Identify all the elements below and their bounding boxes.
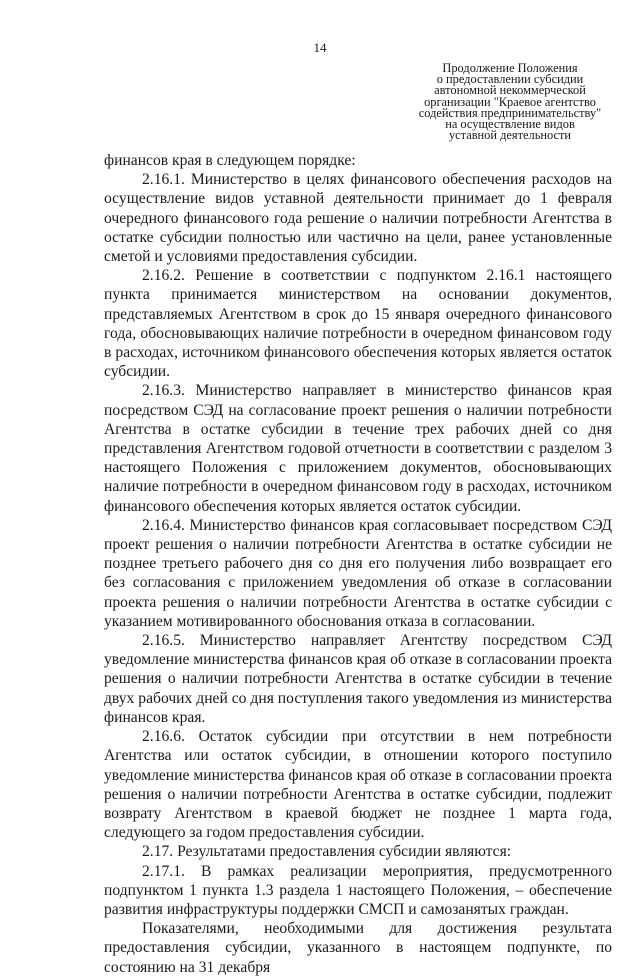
header-line: организации "Краевое агентство bbox=[424, 94, 596, 109]
header-line: автономной некоммерческой bbox=[434, 83, 586, 98]
header-line: уставной деятельности bbox=[448, 128, 572, 143]
header-line: о предоставлении субсидии bbox=[436, 72, 584, 87]
paragraph: Показателями, необходимыми для достижения результата предоставления субсидии, указанного в настоящем подпункте, по состоянию на 31 декабря bbox=[104, 920, 612, 976]
paragraph-2-17-1: 2.17.1. В рамках реализации мероприятия, предусмотренного подпунктом 1 пункта 1.3 раздела 1 настоящего Положения, – обеспечение развития инфраструктуры поддержки СМСП и самозанятых граждан. bbox=[104, 862, 612, 918]
document-header bbox=[400, 63, 620, 141]
paragraph: финансов края в следующем порядке: bbox=[104, 152, 356, 169]
header-line: содействия предпринимательству" bbox=[418, 105, 602, 120]
paragraph-2-16-2: 2.16.2. Решение в соответствии с подпунктом 2.16.1 настоящего пункта принимается министерством на основании документов, представляемых Агентством в срок до 15 января очередного финансового года, обосновывающих наличие потребности в очередном финансовом году в расходах, источником финансового обеспечения которых является остаток субсидии. bbox=[104, 267, 612, 381]
header-line: на осуществление видов bbox=[445, 117, 575, 132]
header-line: Продолжение Положения bbox=[442, 61, 578, 75]
document-body bbox=[104, 151, 612, 977]
page-number: 14 bbox=[313, 40, 327, 55]
paragraph-2-16-3: 2.16.3. Министерство направляет в министерство финансов края посредством СЭД на согласование проект решения о наличии потребности Агентства в остатке субсидии в течение трех рабочих дней со дня представления Агентством годовой отчетности в соответствии с разделом 3 настоящего Положения с приложением документов, обосновывающих наличие потребности в очередном финансовом году в расходах, источником финансового обеспечения которых является остаток субсидии. bbox=[104, 382, 612, 515]
paragraph-2-16-4: 2.16.4. Министерство финансов края согласовывает посредством СЭД проект решения о наличии потребности Агентства в остатке субсидии не позднее третьего рабочего дня со дня его получения либо возвращает его без согласования с приложением уведомления об отказе в согласовании проекта решения о наличии потребности Агентства в остатке субсидии с указанием мотивированного обоснования отказа в согласовании. bbox=[104, 516, 612, 630]
paragraph-2-16-1: 2.16.1. Министерство в целях финансового обеспечения расходов на осуществление видов уставной деятельности принимает до 1 февраля очередного финансового года решение о наличии потребности Агентства в остатке субсидии полностью или частично на цели, ранее установленные сметой и условиями предоставления субсидии. bbox=[104, 171, 612, 266]
paragraph-2-17: 2.17. Результатами предоставления субсидии являются: bbox=[142, 843, 512, 861]
paragraph-2-16-6: 2.16.6. Остаток субсидии при отсутствии в нем потребности Агентства или остаток субсидии, в отношении которого поступило уведомление министерства финансов края об отказе в согласовании проекта решения о наличии потребности Агентства в остатке субсидии, подлежит возврату Агентством в краевой бюджет не позднее 1 марта года, следующего за годом предоставления субсидии. bbox=[104, 728, 612, 842]
paragraph-2-16-5: 2.16.5. Министерство направляет Агентству посредством СЭД уведомление министерства финансов края об отказе в согласовании проекта решения о наличии потребности Агентства в остатке субсидии в течение двух рабочих дней со дня поступления такого уведомления из министерства финансов края. bbox=[104, 632, 612, 726]
